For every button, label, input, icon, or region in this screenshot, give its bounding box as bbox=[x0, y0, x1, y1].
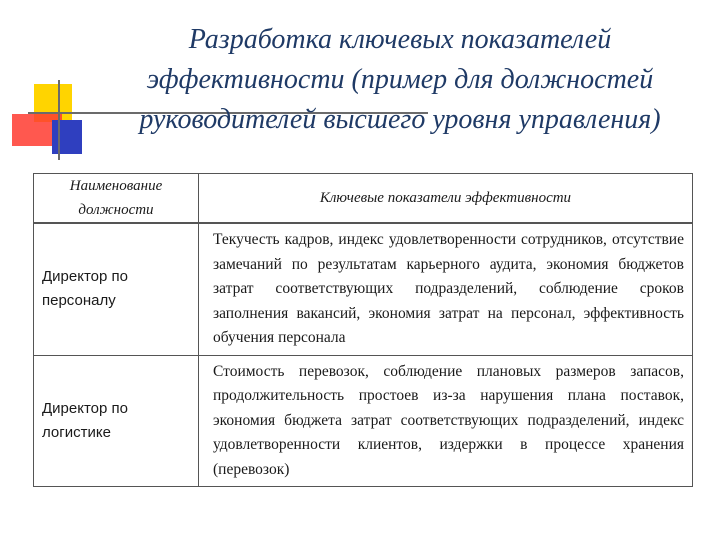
kpis-cell: Стоимость перевозок, соблюдение плановых размеров запасов, продолжительность простоев из-за нарушения плана поставок, экономия бюджета затрат соответствующих подразделений, индекс удовлетворенности клиентов, издержки в процессе хранения (перевозок) bbox=[199, 355, 693, 487]
decor-blue-square bbox=[52, 120, 82, 154]
header-position: Наименование должности bbox=[34, 174, 199, 224]
table-row bbox=[34, 223, 693, 355]
table-row bbox=[34, 355, 693, 487]
kpis-cell: Текучесть кадров, индекс удовлетворенности сотрудников, отсутствие замечаний по результатам карьерного аудита, экономия бюджетов затрат соответствующих подразделений, соблюдение сроков заполнения вакансий, экономия затрат на персонал, эффективность обучения персонала bbox=[199, 223, 693, 355]
slide-title: Разработка ключевых показателей эффективности (пример для должностей руководителей высшего уровня управления) bbox=[139, 24, 661, 135]
table-header-row bbox=[34, 174, 693, 224]
position-cell: Директор по персоналу bbox=[34, 223, 199, 355]
header-kpis: Ключевые показатели эффективности bbox=[199, 174, 693, 224]
decor-vertical-line bbox=[58, 80, 60, 160]
position-cell: Директор по логистике bbox=[34, 355, 199, 487]
kpi-table bbox=[33, 173, 693, 487]
